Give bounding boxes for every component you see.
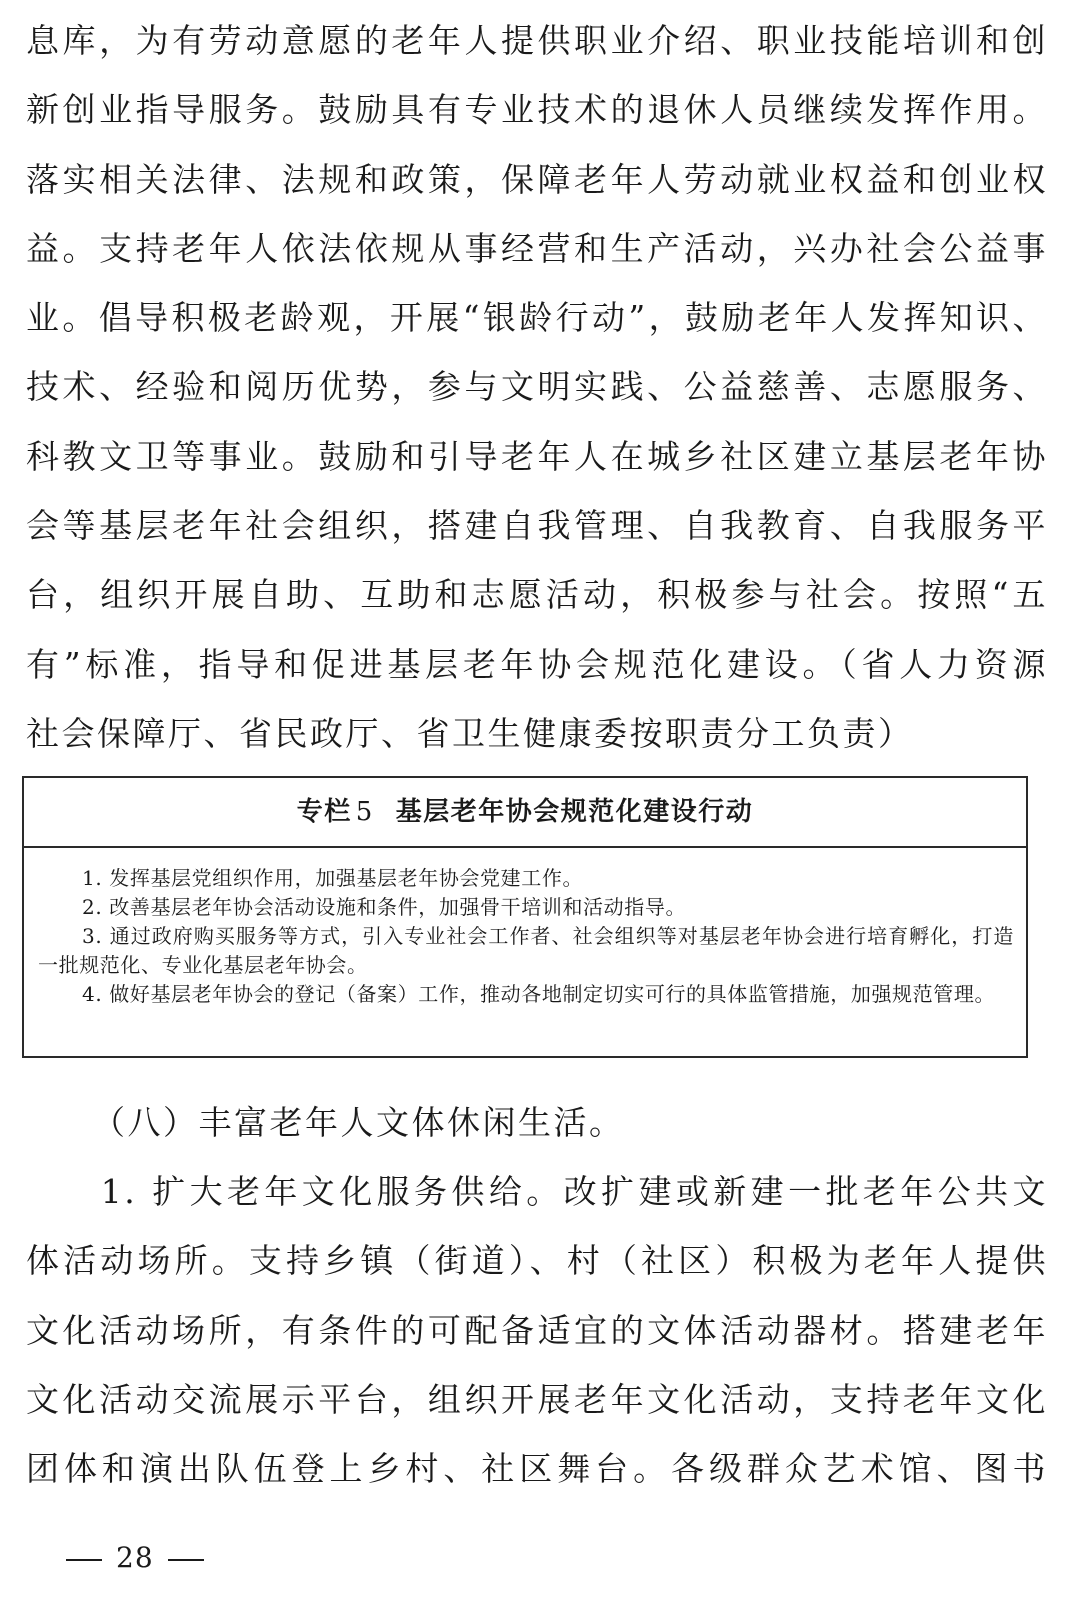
paragraph-line: 益。支持老年人依法依规从事经营和生产活动，兴办社会公益事 <box>26 228 1048 268</box>
paragraph-line: 1. 扩大老年文化服务供给。改扩建或新建一批老年公共文 <box>26 1172 1048 1211</box>
column-label: 专栏 <box>296 797 352 827</box>
column-title-text: 基层老年协会规范化建设行动 <box>395 797 754 827</box>
column-box <box>22 776 1028 1058</box>
paragraph-line: 新创业指导服务。鼓励具有专业技术的退休人员继续发挥作用。 <box>26 90 1048 130</box>
paragraph-line: 体活动场所。支持乡镇（街道）、村（社区）积极为老年人提供 <box>26 1241 1048 1281</box>
paragraph-line: 文化活动交流展示平台，组织开展老年文化活动，支持老年文化 <box>26 1379 1048 1419</box>
column-item: 3. 通过政府购买服务等方式，引入专业社会工作者、社会组织等对基层老年协会进行培育孵化，打造一批规范化、专业化基层老年协会。 <box>38 924 1014 977</box>
column-title <box>24 778 1026 848</box>
column-number: 5 <box>355 797 374 827</box>
column-item-list <box>24 848 1026 1009</box>
paragraph-line: 台，组织开展自助、互助和志愿活动，积极参与社会。按照“五 <box>26 575 1048 615</box>
dash-left <box>66 1559 102 1561</box>
dash-right <box>168 1559 204 1561</box>
paragraph-line: 社会保障厅、省民政厅、省卫生健康委按职责分工负责） <box>26 713 914 753</box>
paragraph-line: 团体和演出队伍登上乡村、社区舞台。各级群众艺术馆、图书 <box>26 1449 1048 1489</box>
column-item: 2. 改善基层老年协会活动设施和条件，加强骨干培训和活动指导。 <box>82 895 687 919</box>
paragraph-line: 落实相关法律、法规和政策，保障老年人劳动就业权益和创业权 <box>26 159 1048 199</box>
paragraph-top <box>26 6 1048 768</box>
paragraph-bottom <box>26 1157 1048 1503</box>
paragraph-line: 技术、经验和阅历优势，参与文明实践、公益慈善、志愿服务、 <box>26 367 1048 407</box>
section-heading: （八）丰富老年人文体休闲生活。 <box>92 1103 625 1142</box>
column-item: 4. 做好基层老年协会的登记（备案）工作，推动各地制定切实可行的具体监管措施，加强规范管理。 <box>82 982 996 1006</box>
paragraph-line: 科教文卫等事业。鼓励和引导老年人在城乡社区建立基层老年协 <box>26 436 1048 476</box>
paragraph-line: 会等基层老年社会组织，搭建自我管理、自我教育、自我服务平 <box>26 506 1048 546</box>
page-number <box>52 1538 218 1578</box>
paragraph-line: 有”标准，指导和促进基层老年协会规范化建设。（省人力资源 <box>26 644 1048 684</box>
paragraph-line: 文化活动场所，有条件的可配备适宜的文体活动器材。搭建老年 <box>26 1310 1048 1350</box>
paragraph-line: 息库，为有劳动意愿的老年人提供职业介绍、职业技能培训和创 <box>26 21 1048 60</box>
page-number-text: 28 <box>116 1541 154 1574</box>
paragraph-line: 业。倡导积极老龄观，开展“银龄行动”，鼓励老年人发挥知识、 <box>26 298 1048 338</box>
column-item: 1. 发挥基层党组织作用，加强基层老年协会党建工作。 <box>82 866 584 890</box>
